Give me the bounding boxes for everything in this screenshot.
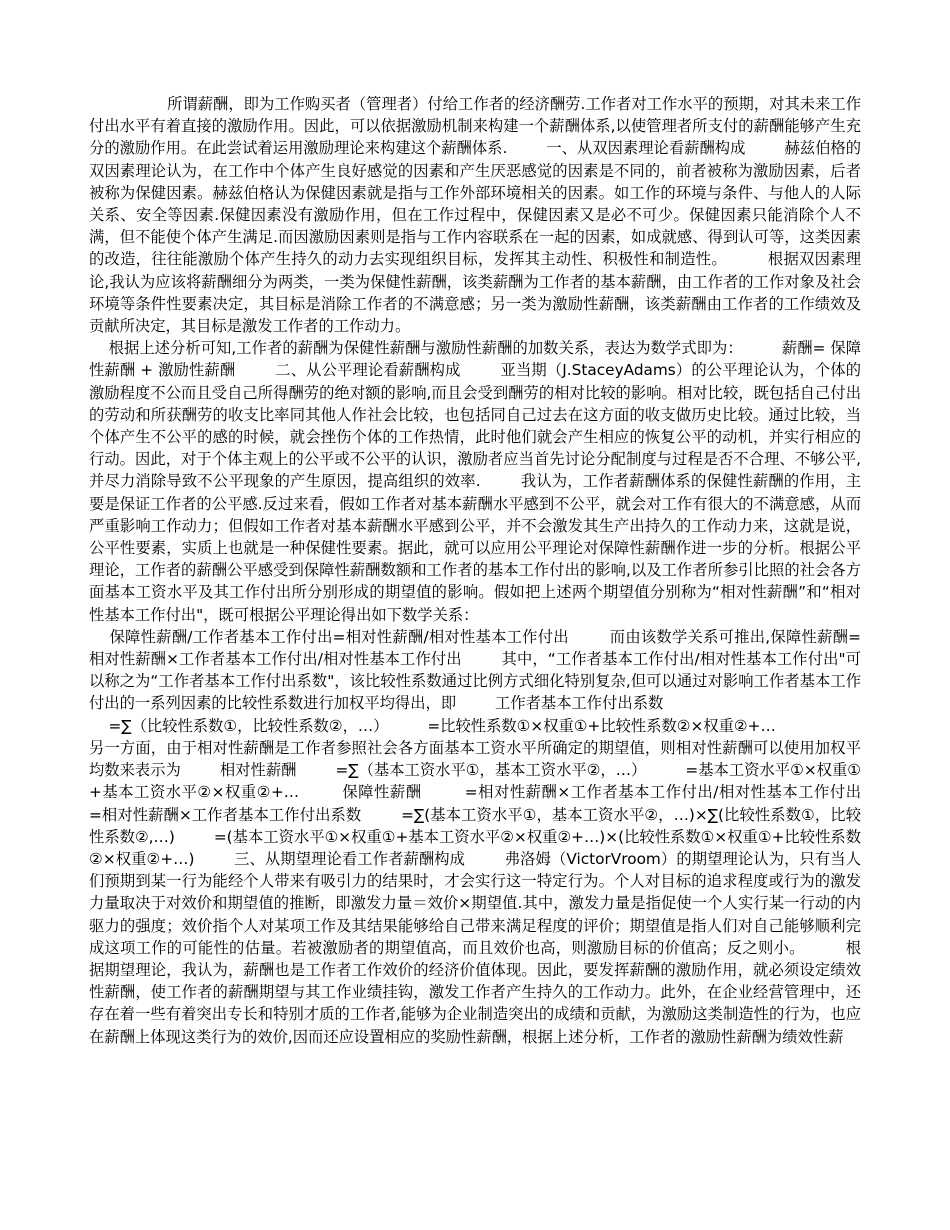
- body-text: 所谓薪酬，即为工作购买者（管理者）付给工作者的经济酬劳.工作者对工作水平的预期，对其未来工作付出水平有着直接的激励作用。因此，可以依据激励机制来构建一个薪酬体系,以使管理者所支付的薪酬能够产生充分的激励作用。在此尝试着运用激励理论来构建这个薪酬体系. 一、从双因素理论看薪酬构成 赫兹伯格的双因素理论认为，在工作中个体产生良好感觉的因素和产生厌恶感觉的因素是不同的，前者被称为激励因素，后者被称为保健因素。赫兹伯格认为保健因素就是指与工作外部环境相关的因素。如工作的环境与条件、与他人的人际关系、安全等因素.保健因素没有激励作用，但在工作过程中，保健因素又是必不可少。保健因素只能消除个人不满，但不能使个体产生满足.而因激励因素则是指与工作内容联系在一起的因素，如成就感、得到认可等，这类因素的改造，往往能激励个体产生持久的动力去实现组织目标，发挥其主动性、积极性和制造性。 根据双因素理论,我认为应该将薪酬细分为两类，一类为保健性薪酬，该类薪酬为工作者的基本薪酬，由工作者的工作对象及社会环境等条件性要素决定，其目标是消除工作者的不满意感；另一类为激励性薪酬，该类薪酬由工作者的工作绩效及贡献所决定，其目标是激发工作者的工作动力。 根据上述分析可知,工作者的薪酬为保健性薪酬与激励性薪酬的加数关系，表达为数学式即为： 薪酬= 保障性薪酬 + 激励性薪酬 二、从公平理论看薪酬构成 亚当期（J.StaceyAdams）的公平理论认为，个体的激励程度不公而且受自己所得酬劳的绝对额的影响,而且会受到酬劳的相对比较的影响。相对比较，既包括自己付出的劳动和所获酬劳的收支比率同其他人作社会比较，也包括同自己过去在这方面的收支做历史比较。通过比较，当个体产生不公平的感的时候，就会挫伤个体的工作热情，此时他们就会产生相应的恢复公平的动机，并实行相应的行动。因此，对于个体主观上的公平或不公平的认识，激励者应当首先讨论分配制度与过程是否不合理、不够公平,并尽力消除导致不公平现象的产生原因，提高组织的效率. 我认为，工作者薪酬体系的保健性薪酬的作用，主要是保证工作者的公平感.反过来看，假如工作者对基本薪酬水平感到不公平，就会对工作有很大的不满意感，从而严重影响工作动力；但假如工作者对基本薪酬水平感到公平，并不会激发其生产出持久的工作动力来，这就是说，公平性要素，实质上也就是一种保健性要素。据此，就可以应用公平理论对保障性薪酬作进一步的分析。根据公平理论，工作者的薪酬公平感受到保障性薪酬数额和工作者的基本工作付出的影响,以及工作者所参引比照的社会各方面基本工资水平及其工作付出所分别形成的期望值的影响。假如把上述两个期望值分别称为“相对性薪酬”和“相对性基本工作付出"，既可根据公平理论得出如下数学关系： 保障性薪酬/工作者基本工作付出=相对性薪酬/相对性基本工作付出 而由该数学关系可推出,保障性薪酬=相对性薪酬×工作者基本工作付出/相对性基本工作付出 其中，“工作者基本工作付出/相对性基本工作付出"可以称之为“工作者基本工作付出系数"，该比较性系数通过比例方式细化特别复杂,但可以通过对影响工作者基本工作付出的一系列因素的比较性系数进行加权平均得出，即 工作者基本工作付出系数 =∑（比较性系数①，比较性系数②，…） =比较性系数①×权重①+比较性系数②×权重②+… 另一方面，由于相对性薪酬是工作者参照社会各方面基本工资水平所确定的期望值，则相对性薪酬可以使用加权平均数来表示为 相对性薪酬 =∑（基本工资水平①，基本工资水平②，…） =基本工资水平①×权重①+基本工资水平②×权重②+… 保障性薪酬 =相对性薪酬×工作者基本工作付出/相对性基本工作付出 =相对性薪酬×工作者基本工作付出系数 =∑(基本工资水平①，基本工资水平②，…)×∑(比较性系数①，比较性系数②,…) =(基本工资水平①×权重①+基本工资水平②×权重②+…)×(比较性系数①×权重①+比较性系数②×权重②+…) 三、从期望理论看工作者薪酬构成 弗洛姆（VictorVroom）的期望理论认为，只有当人们预期到某一行为能经个人带来有吸引力的结果时，才会实行这一特定行为。个人对目标的追求程度或行为的激发力量取决于对效价和期望值的推断，即激发力量＝效价×期望值.其中，激发力量是指促使一个人实行某一行动的内驱力的强度；效价指个人对某项工作及其结果能够给自己带来满足程度的评价；期望值是指人们对自己能够顺利完成这项工作的可能性的估量。若被激励者的期望值高，而且效价也高，则激励目标的价值高；反之则小。 根据期望理论，我认为，薪酬也是工作者工作效价的经济价值体现。因此，要发挥薪酬的激励作用，就必须设定绩效性薪酬，使工作者的薪酬期望与其工作业绩挂钩，激发工作者产生持久的工作动力。此外，在企业经营管理中，还存在着一些有着突出专长和特别才质的工作者,能够为企业制造突出的成绩和贡献，为激励这类制造性的行为，也应在薪酬上体现这类行为的效价,因而还应设置相应的奖励性薪酬，根据上述分析，工作者的激励性薪酬为绩效性薪: [89, 95, 861, 1046]
